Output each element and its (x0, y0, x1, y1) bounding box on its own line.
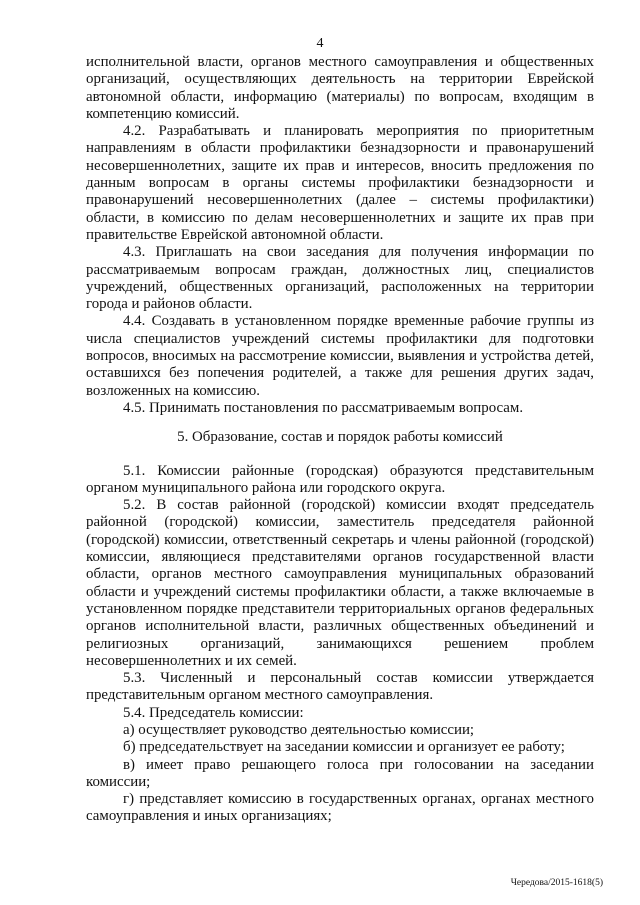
section-5-heading: 5. Образование, состав и порядок работы комиссий (177, 429, 503, 446)
list-item-b: б) председательствует на заседании комиссии и организует ее работу; (123, 739, 565, 756)
paragraph-4-5: 4.5. Принимать постановления по рассматриваемым вопросам. (123, 399, 524, 416)
paragraph-5-1: 5.1. Комиссии районные (городская) образуются представительным органом муниципального района или городского округа. (86, 462, 594, 496)
paragraph-4-4: 4.4. Создавать в установленном порядке временные рабочие группы из числа специалистов учреждений системы профилактики для подготовки вопросов, вносимых на рассмотрение комиссии, выявления и устройства детей, оставшихся без попечения родителей, а также для решения других задач, возложенных на комиссию. (86, 313, 594, 399)
paragraph-5-2: 5.2. В состав районной (городской) комиссии входят председатель районной (городской) комиссии, заместитель председателя районной (городской) комиссии, ответственный секретарь и члены районной (городской) комиссии, являющиеся представителями органов государственной власти области, органов местного самоуправления муниципальных образований области и учреждений системы профилактики области, а также включаемые в установленном порядке представители территориальных органов федеральных органов исполнительной власти, различных общественных объединений и религиозных организаций, занимающихся решением проблем несовершеннолетних и их семей. (86, 497, 594, 669)
list-item-v: в) имеет право решающего голоса при голосовании на заседании комиссии; (86, 756, 594, 790)
paragraph-5-4: 5.4. Председатель комиссии: (123, 704, 304, 721)
document-body (86, 54, 594, 826)
paragraph-continuation: исполнительной власти, органов местного самоуправления и общественных организаций, осуществляющих деятельность на территории Еврейской автономной области, информацию (материалы) по вопросам, входящим в компетенцию комиссий. (86, 54, 594, 122)
paragraph-5-3: 5.3. Численный и персональный состав комиссии утверждается представительным органом местного самоуправления. (86, 670, 594, 704)
page-number: 4 (316, 36, 324, 51)
list-item-g: г) представляет комиссию в государственных органах, органах местного самоуправления и иных организациях; (86, 791, 594, 825)
paragraph-4-2: 4.2. Разрабатывать и планировать мероприятия по приоритетным направлениям в области профилактики безнадзорности и правонарушений несовершеннолетних, защите их прав и интересов, вносить предложения по данным вопросам в органы системы профилактики безнадзорности и правонарушений несовершеннолетних (далее – системы профилактики) области, в комиссию по делам несовершеннолетних и защите их прав при правительстве Еврейской автономной области. (86, 123, 594, 243)
paragraph-4-3: 4.3. Приглашать на свои заседания для получения информации по рассматриваемым вопросам граждан, должностных лиц, специалистов учреждений, общественных организаций, расположенных на территории города и районов области. (86, 244, 594, 313)
list-item-a: а) осуществляет руководство деятельностью комиссии; (123, 721, 475, 738)
footer-document-code: Чередова/2015-1618(5) (510, 878, 603, 888)
